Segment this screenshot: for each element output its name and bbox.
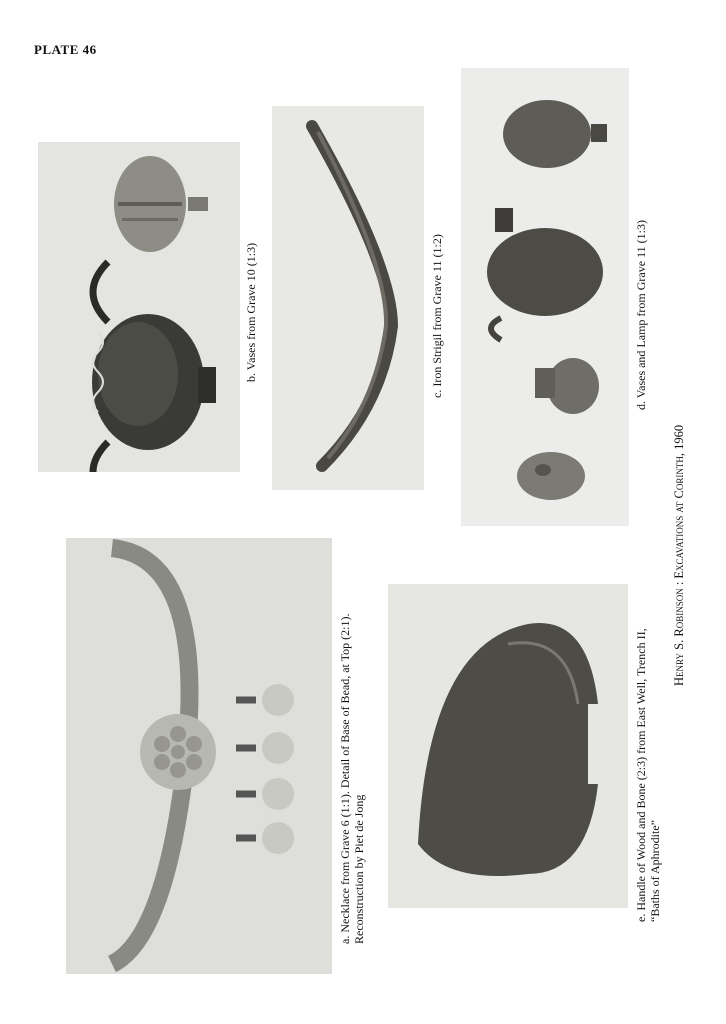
caption-a-line1: a. Necklace from Grave 6 (1:1). Detail of Base of Bead, at Top (2:1).: [338, 613, 352, 944]
photo-handle-wood-bone: [388, 584, 628, 908]
caption-a-line2: Reconstruction by Piet de Jong: [352, 794, 366, 944]
vases-lamp-grave-11-illustration: [461, 68, 629, 526]
photo-vases-lamp-grave-11: [461, 68, 629, 526]
caption-e-line2: “Baths of Aphrodite”: [648, 820, 662, 922]
footer-credit: Henry S. Robinson : Excavations at Corinth, 1960: [672, 424, 686, 686]
caption-b: b. Vases from Grave 10 (1:3): [244, 242, 258, 382]
iron-strigil-illustration: [272, 106, 424, 490]
necklace-illustration: [66, 538, 332, 974]
caption-e-line1: e. Handle of Wood and Bone (2:3) from East Well, Trench II,: [634, 628, 648, 922]
vases-grave-10-illustration: [38, 142, 240, 472]
plate-label: PLATE 46: [34, 42, 97, 57]
photo-iron-strigil: [272, 106, 424, 490]
photo-vases-grave-10: [38, 142, 240, 472]
photo-necklace-grave-6: [66, 538, 332, 974]
caption-d: d. Vases and Lamp from Grave 11 (1:3): [634, 220, 648, 410]
handle-illustration: [388, 584, 628, 908]
caption-c: c. Iron Strigil from Grave 11 (1:2): [430, 234, 444, 398]
